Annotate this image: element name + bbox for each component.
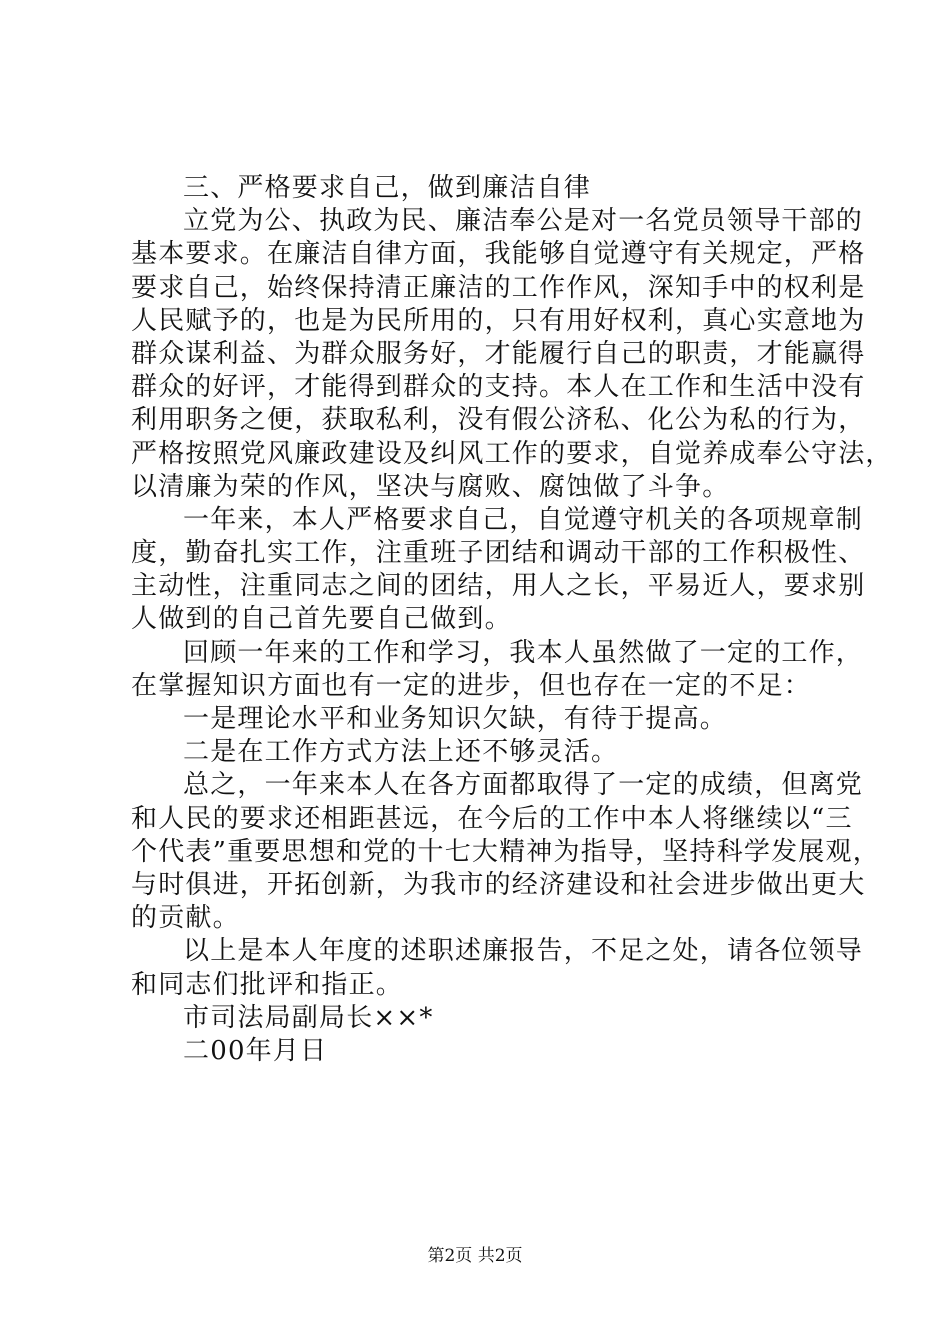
- paragraph-line: 人做到的自己首先要自己做到。: [131, 604, 512, 635]
- paragraph-line: 人民赋予的，也是为民所用的，只有用好权利，真心实意地为: [131, 305, 866, 336]
- paragraph-line: 总之，一年来本人在各方面都取得了一定的成绩，但离党: [183, 770, 864, 801]
- paragraph-line: 以上是本人年度的述职述廉报告，不足之处，请各位领导: [183, 936, 864, 967]
- paragraph-line: 要求自己，始终保持清正廉洁的工作作风，深知手中的权利是: [131, 272, 866, 303]
- paragraph-line: 的贡献。: [131, 903, 240, 934]
- paragraph-line: 回顾一年来的工作和学习，我本人虽然做了一定的工作，: [183, 637, 864, 668]
- section-heading: 三、严格要求自己，做到廉洁自律: [183, 173, 592, 203]
- paragraph-line: 主动性，注重同志之间的团结，用人之长，平易近人，要求别: [131, 571, 866, 602]
- paragraph-line: 一年来，本人严格要求自己，自觉遵守机关的各项规章制: [183, 504, 864, 535]
- paragraph-line: 基本要求。在廉洁自律方面，我能够自觉遵守有关规定，严格: [131, 239, 866, 270]
- paragraph-line: 立党为公、执政为民、廉洁奉公是对一名党员领导干部的: [183, 206, 864, 237]
- paragraph-line: 利用职务之便，获取私利，没有假公济私、化公为私的行为，: [131, 405, 866, 436]
- paragraph-line: 度，勤奋扎实工作，注重班子团结和调动干部的工作积极性、: [131, 538, 866, 569]
- paragraph-line: 以清廉为荣的作风，坚决与腐败、腐蚀做了斗争。: [131, 471, 730, 502]
- paragraph-line: 群众的好评，才能得到群众的支持。本人在工作和生活中没有: [131, 372, 866, 403]
- paragraph-line: 个代表”重要思想和党的十七大精神为指导，坚持科学发展观，: [131, 836, 880, 867]
- paragraph-line: 在掌握知识方面也有一定的进步，但也存在一定的不足：: [131, 670, 812, 701]
- document-body: [131, 172, 893, 1068]
- signature-line: 市司法局副局长××*: [183, 1002, 434, 1033]
- paragraph-line: 和人民的要求还相距甚远，在今后的工作中本人将继续以“三: [131, 803, 853, 834]
- paragraph-line: 群众谋利益、为群众服务好，才能履行自己的职责，才能赢得: [131, 338, 866, 369]
- paragraph-line: 严格按照党风廉政建设及纠风工作的要求，自觉养成奉公守法，: [131, 438, 893, 469]
- paragraph-line: 一是理论水平和业务知识欠缺，有待于提高。: [183, 704, 728, 734]
- paragraph-line: 二是在工作方式方法上还不够灵活。: [183, 737, 619, 768]
- paragraph-line: 与时俱进，开拓创新，为我市的经济建设和社会进步做出更大: [131, 869, 866, 900]
- date-line: 二00年月日: [183, 1035, 328, 1066]
- paragraph-line: 和同志们批评和指正。: [131, 969, 404, 1000]
- page-number-footer: 第2页 共2页: [427, 1246, 523, 1266]
